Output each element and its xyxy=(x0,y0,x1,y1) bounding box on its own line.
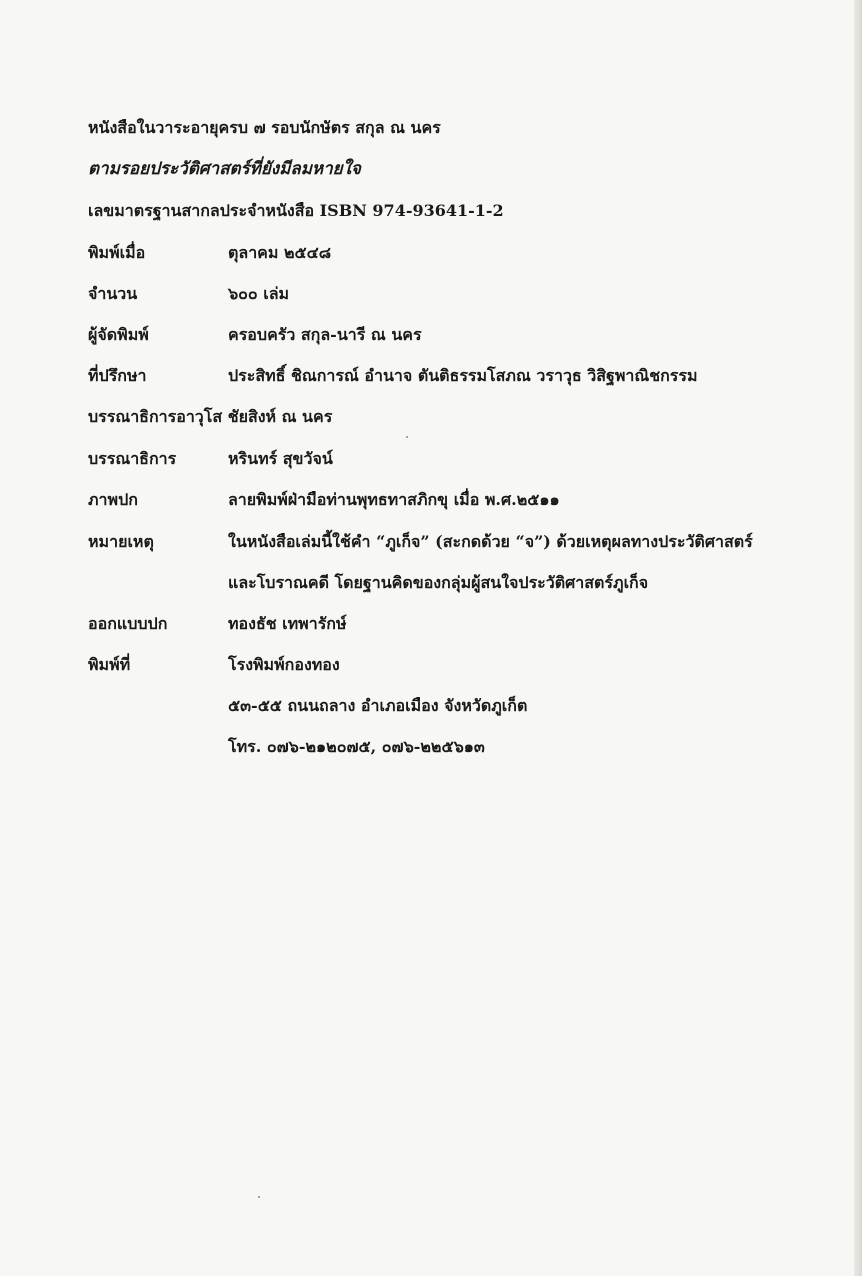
cover-image-label: ภาพปก xyxy=(88,490,138,509)
series-line: หนังสือในวาระอายุครบ ๗ รอบนักษัตร สกุล ณ นคร xyxy=(88,118,441,137)
isbn-line: เลขมาตรฐานสากลประจำหนังสือ ISBN 974-93641-1-2 xyxy=(88,201,504,220)
note-label: หมายเหตุ xyxy=(88,532,154,551)
cover-image-value: ลายพิมพ์ฝ่ามือท่านพุทธทาสภิกขุ เมื่อ พ.ศ.๒๕๑๑ xyxy=(228,490,560,509)
book-title: ตามรอยประวัติศาสตร์ที่ยังมีลมหายใจ xyxy=(88,159,361,179)
note-value-line-2: และโบราณคดี โดยฐานคิดของกลุ่มผู้สนใจประวัติศาสตร์ภูเก็จ xyxy=(228,573,649,592)
printed-label: พิมพ์เมื่อ xyxy=(88,243,146,262)
advisors-label: ที่ปรึกษา xyxy=(88,366,147,385)
printer-value: โรงพิมพ์กองทอง xyxy=(228,655,340,674)
quantity-value: ๖๐๐ เล่ม xyxy=(228,284,290,303)
publisher-label: ผู้จัดพิมพ์ xyxy=(88,325,149,344)
scan-speck xyxy=(258,1196,260,1198)
printer-label: พิมพ์ที่ xyxy=(88,655,131,674)
advisors-value: ประสิทธิ์ ชิณการณ์ อำนาจ ตันติธรรมโสภณ วราวุธ วิสิฐพาณิชกรรม xyxy=(228,366,698,385)
page-edge xyxy=(854,0,862,1276)
quantity-label: จำนวน xyxy=(88,284,138,303)
printer-address: ๕๓-๕๕ ถนนถลาง อำเภอเมือง จังหวัดภูเก็ต xyxy=(228,696,528,715)
note-value-line-1: ในหนังสือเล่มนี้ใช้คำ “ภูเก็จ” (สะกดด้วย “จ”) ด้วยเหตุผลทางประวัติศาสตร์ xyxy=(228,532,753,551)
printer-phone: โทร. ๐๗๖-๒๑๒๐๗๕, ๐๗๖-๒๒๕๖๑๓ xyxy=(228,737,485,756)
cover-design-label: ออกแบบปก xyxy=(88,614,168,633)
editor-label: บรรณาธิการ xyxy=(88,449,177,468)
senior-editor-line: บรรณาธิการอาวุโส ชัยสิงห์ ณ นคร xyxy=(88,407,333,426)
cover-design-value: ทองธัช เทพารักษ์ xyxy=(228,614,347,633)
publisher-value: ครอบครัว สกุล-นารี ณ นคร xyxy=(228,325,422,344)
editor-value: หรินทร์ สุขวัจน์ xyxy=(228,449,333,468)
scan-speck xyxy=(406,436,408,438)
printed-value: ตุลาคม ๒๕๔๘ xyxy=(228,243,332,262)
